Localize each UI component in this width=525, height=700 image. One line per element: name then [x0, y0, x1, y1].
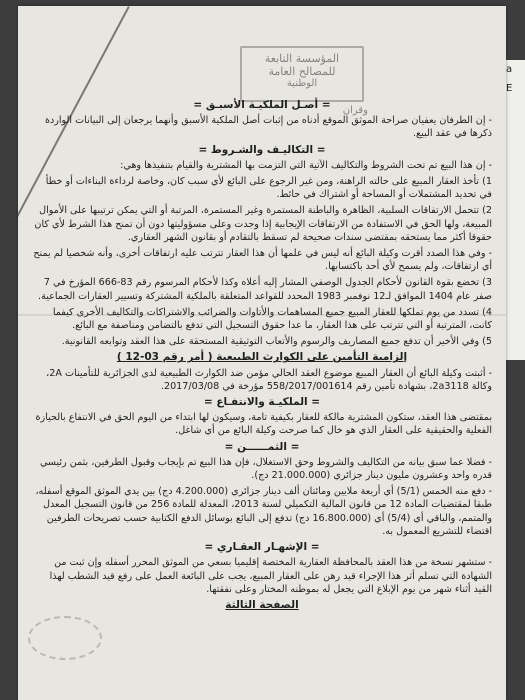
stamp-line: الوطنية	[286, 78, 318, 89]
charge-item-2: 2) تتحمل الارتفاقات السلبية، الظاهرة والباطنة المستمرة وغير المستمرة، المرتبة أو التي يمكن ترتيبها على الأموال المبيعة، ولها الحق في الاستفادة من الارتفاقات الإيجابية إذا وجدت وعلى مسؤوليتها دون أن تمنح هذا الشرط لأي كان حقوقا أكثر مما يستحقه بمقتضى سندات صحيحة لم تسقط بالتقادم أو بقانون الشهر العقاري.	[34, 205, 492, 243]
document-page	[18, 6, 506, 700]
edge-mark: a	[506, 64, 513, 75]
stamp-line: المؤسسة التابعة	[264, 52, 340, 65]
charge-item-5: 5) وفي الأخير أن تدفع جميع المصاريف والرسوم والأتعاب التوثيقية المستحقة على هذا العقد وتوابعه القانونية.	[61, 336, 492, 348]
faded-seal	[28, 616, 102, 660]
heading-insurance: إلزامية التأمين على الكوارث الطبيعية ( أمر رقم 03-12 )	[116, 351, 408, 364]
document-body	[32, 98, 492, 614]
paragraph-origin: - إن الطرفان يعفيان صراحة الموثق الموقع أدناه من إثبات أصل الملكية الأسبق وأنهما يرجعان إلى البيانات الواردة ذكرها في عقد البيع.	[44, 115, 492, 140]
paragraph-publicity: - ستشهر نسخة من هذا العقد بالمحافظة العقارية المختصة إقليميا بسعي من الموثق المحرر أسفله وإن ثبت من الشهادة التي تسلم أثر هذا الإجراء قيد رهن على العقار المبيع، يجب على البائعة العمل على رفع قيد الشطب لهذا القيد أثناء شهر من يوم الإبلاغ التي يجعل له بموطنه المختار وعلى نفقتها.	[49, 557, 492, 595]
heading-price: = الثمــــــن =	[224, 440, 300, 453]
charge-item-1: 1) تأخذ العقار المبيع على حالته الراهنة، ومن غير الرجوع على البائع لأي سبب كان، وخاصة لرداءة البناءات أو خطأ في تحديد المشتملات أو المساحة أو اشتراك في حائط.	[45, 176, 492, 201]
paragraph-charges-intro: - إن هذا البيع تم تحت الشروط والتكاليف الآتية التي التزمت بها المشترية والقيام بتنفيذها وهي:	[120, 159, 492, 171]
charge-item-2-note: - وفي هذا الصدد أقرت وكيلة البائع أنه ليس في علمها أن هذا العقار تترتب عليه ارتفاقات أخرى، وأنه شخصيا لم يمنح أي ارتفاقات، ولم يسمح لأي أحد باكتسابها.	[33, 248, 492, 273]
stamp-line: للمصالح العامة	[268, 65, 336, 78]
edge-mark: E	[506, 83, 513, 94]
page-footer-label: الصفحة الثالثة	[225, 598, 299, 611]
stamp-signature: وقران	[342, 105, 368, 116]
heading-origin: = أصـل الملكيـة الأسبـق =	[193, 99, 331, 111]
paragraph-price-payment: - دفع منه الخمس (5/1) أي أربعة ملايين ومائتان ألف دينار جزائري (4.200.000 دج) بين يدي الموثق الموقع أسفله، طبقا لمقتضيات المادة 12 من قانون المالية التكميلي لسنة 2013، المعدلة للمادة 256 من قانون التسجيل المعدل والمتمم، والباقي أي (5/4) أي (16.800.000 دج) تدفع إلى البائع بوسائل الدفع الكتابية حسب تصريحات الطرفين اقتضاء للتشريع المعمول به.	[35, 486, 492, 537]
charge-item-3: 3) تخضع بقوة القانون لأحكام الجدول الوصفي المشار إليه أعلاه وكذا لأحكام المرسوم رقم 83-666 المؤرخ في 7 صفر عام 1404 الموافق لـ12 نوفمبر 1983 المحدد للقواعد المتعلقة بالملكية المشتركة وتسيير العقارات الجماعية.	[38, 277, 492, 302]
paragraph-ownership: بمقتضى هذا العقد، ستكون المشترية مالكة للعقار بكيفية تامة، وسيكون لها ابتداء من اليوم الحق في الانتفاع بالحيازة الفعلية والحقيقية على العقار الذي هو خال كما صرحت وكيلة البائع من أي شاغل.	[35, 412, 492, 437]
paragraph-price: - فضلا عما سبق بيانه من التكاليف والشروط وحق الاستغلال، فإن هذا البيع تم بإيجاب وقبول الطرفين، بثمن رئيسي قدره واحد وعشرون مليون دينار جزائري (21.000.000 دج).	[39, 456, 492, 482]
charge-item-4: 4) تسدد من يوم تملكها للعقار المبيع جميع المساهمات والأتاوات والضرائب والاشتراكات والتكاليف الأخرى كيفما كانت، المترتبة أو التي تترتب على هذا العقار، ما عدا حقوق التسجيل التي تدفع بالتضامن ومناصفة مع البائع.	[52, 306, 492, 332]
heading-publicity: = الإشهـار العقـاري =	[204, 541, 320, 554]
heading-ownership: = الملكيـة والانتفـاع =	[203, 396, 321, 409]
paragraph-insurance: - أثبتت وكيلة البائع أن العقار المبيع موضوع العقد الحالي مؤمن ضد الكوارث الطبيعية لدى الجزائرية للتأمينات 2A، وكالة 2a3118، بشهادة تأمين رقم 558/2017/001614 مؤرخة في 2017/03/08.	[46, 367, 492, 392]
heading-charges: = التكاليـف والشـروط =	[198, 143, 326, 156]
